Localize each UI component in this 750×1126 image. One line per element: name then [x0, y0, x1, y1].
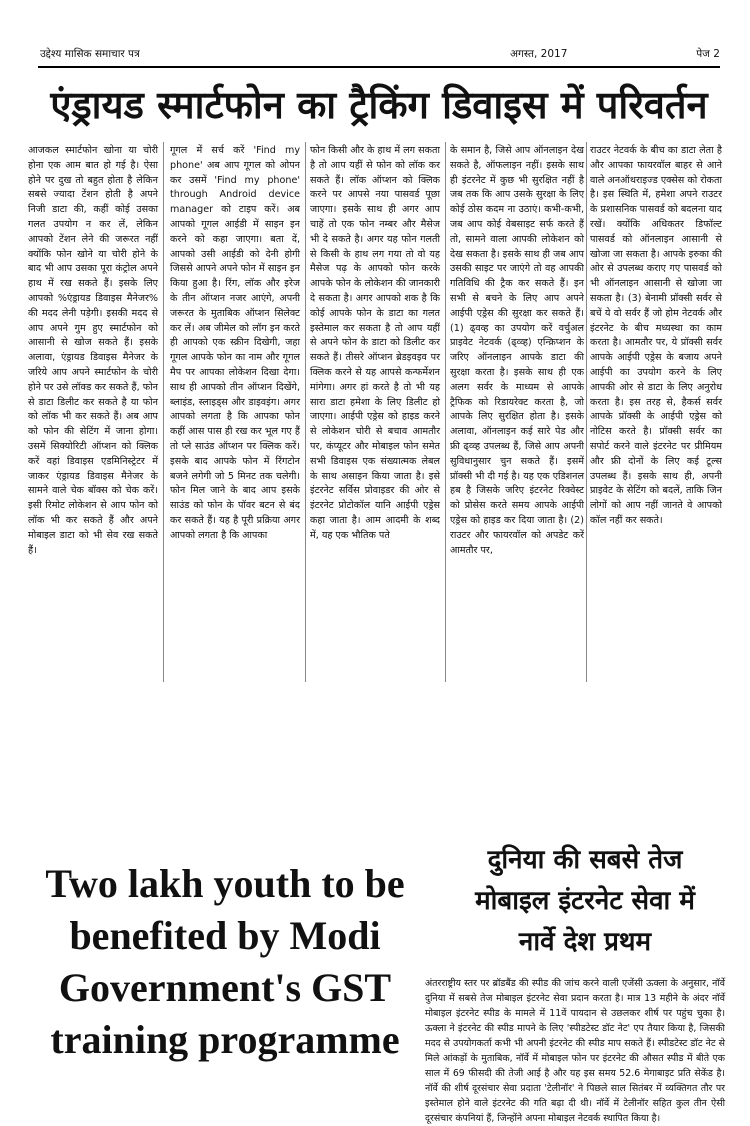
story1-column-2: [170, 144, 300, 672]
story1-column-3-text: फोन किसी और के हाथ में लग सकता है तो आप यहीं से फोन को लॉक कर सकते हैं। लॉक ऑप्शन को क्लिक करने पर आपसे नया पासवर्ड पूछा जाएगा। इसके साथ ही अगर आप चाहें तो एक फोन नम्बर और मैसेज भी दे सकते है। अगर यह फोन गलती से किसी के हाथ लग गया तो वो यह मैसेज पढ़ के आपको फोन करके आपके फोन के लोकेशन की जानकारी दे सकता है। अगर आपको शक है कि कोई आपके फोन के डाटा का गलत इस्तेमाल कर सकता है तो आप यहीं से अपने फोन के डाटा को डिलीट कर सकते हैं। तीसरे ऑप्शन ब्रेडइवइव पर क्लिक करने से यह आपसे कन्फर्मेशन मांगेगा। अगर हां करते है तो भी यह सारा डाटा हमेशा के लिए डिलीट हो जाएगा। आईपी एड्रेस को हाइड करने से लोकेशन चोरी से बचाव आमतौर पर, कंप्यूटर और मोबाइल फोन समेत सभी डिवाइस एक संख्यात्मक लेबल के साथ असाइन किया जाता है। इसे इंटरनेट सर्विस प्रोवाइडर की ओर से इंटरनेट प्रोटोकॉल यानि आईपी एड्रेस कहा जाता है। आम आदमी के शब्द में, यह एक भौतिक पते: [310, 145, 440, 541]
page-number: पेज 2: [696, 48, 720, 60]
story3-headline-line-3: नार्वे देश प्रथम: [518, 927, 652, 957]
story3-headline: [440, 840, 730, 963]
publication-name: उद्देश्य मासिक समाचार पत्र: [40, 48, 140, 60]
issue-date: अगस्त, 2017: [510, 48, 568, 60]
column-divider: [305, 142, 306, 682]
story1-column-1: [28, 144, 158, 672]
column-divider: [163, 142, 164, 682]
story1-column-5: [590, 144, 722, 672]
story2-headline: Two lakh youth to be benefited by Modi Government's GST training programme: [45, 861, 405, 1062]
story1-column-4-text: के समान है, जिसे आप ऑनलाइन देख सकते है, ऑफलाइन नहीं। इसके साथ ही इंटरनेट में कुछ भी सुरक्षित नहीं है जब तक कि आप उसके सुरक्षा के लिए कोई ठोस कदम ना उठाएं। कभी-कभी, जब आप कोई वेबसाइट सर्फ करते हैं तो, सामने वाला आपकी लोकेशन को देख सकता है। इसके साथ ही जब आप उसकी साइट पर जाएंगे तो वह आपकी गतिविधि की ट्रैक कर सकते हैं। इन सभी से बचने के लिए आप अपने आईपी एड्रेस की सुरक्षा कर सकते हैं। (1) ढ्वव्ह का उपयोग करें वर्चुअल प्राइवेट नेटवर्क (ढ्व्व्ह) एन्क्रिप्शन के जरिए ऑनलाइन आपके डाटा की सुरक्षा करता है। इसके साथ ही एक अलग सर्वर के माध्यम से आपके ट्रैफिक को रिडायरेक्ट करता है, जो आपके लिए सुरक्षित होता है। इसके अलावा, ऑनलाइन कई सारे पेड और फ्री ढ्व्व्ह उपलब्ध हैं, जिसे आप अपनी सुविधानुसार चुन सकते हैं। इसमें प्रॉक्सी भी दी गई है। यह एक एडिशनल हब है जिसके जरिए इंटरनेट रिक्वेस्ट को प्रोसेस करते समय आपके आईपी एड्रेस को हाइड कर दिया जाता है। (2) राउटर और फायरवॉल को अपडेट करें आमतौर पर,: [450, 145, 584, 556]
story1-column-2-text: गूगल में सर्च करें 'Find my phone' अब आप गूगल को ओपन कर उसमें 'Find my phone' through Android device manager को टाइप करें। अब आपको गूगल आईडी में साइन इन करने को कहा जाएगा। बता दें, आपको उसी आईडी को देनी होगी जिससे आपने अपने फोन में साइन इन किया हुआ है। रिंग, लॉक और इरेज के तीन ऑप्शन नजर आएंगे, अपनी जरूरत के मुताबिक ऑप्शन सिलेक्ट कर लें। अब जीमेल को लॉग इन करते ही आपको एक स्क्रीन दिखेगी, जहा गूगल आपके फोन का नाम और गूगल मैप पर आपका लोकेशन दिखा देगा। साथ ही आपको तीन ऑप्शन दिखेंगे, ब्लाइंड, स्लाइड्स और डाइवइंग। अगर आपको लगता है कि आपका फोन कहीं आस पास ही रख कर भूल गए हैं तो प्ले साउंड ऑप्शन पर क्लिक करें। इसके बाद आपके फोन में रिंगटोन बजने लगेगी जो 5 मिनट तक चलेगी। फोन मिल जाने के बाद आप इसके साउंड को फोन के पॉवर बटन से बंद कर सकते हैं। यह है पूरी प्रक्रिया अगर आपको लगता है कि आपका: [170, 145, 300, 541]
column-divider: [445, 142, 446, 682]
story1-column-3: [310, 144, 440, 672]
masthead: [38, 44, 720, 68]
story3-body-text: अंतरराष्ट्रीय स्तर पर ब्रॉडबैंड की स्पीड की जांच करने वाली एजेंसी ऊक्ला के अनुसार, नॉर्वे दुनिया में सबसे तेज मोबाइल इंटरनेट सेवा प्रदान करता है। मात्र 13 महीने के अंदर नॉर्वे मोबाइल इंटरनेट स्पीड के मामले में 11वें पायदान से उछलकर शीर्ष पर पहुंच चुका है। ऊक्ला ने इंटरनेट की स्पीड मापने के लिए 'स्पीडटेस्ट डॉट नेट' एप तैयार किया है, जिसकी मदद से उपयोगकर्ता कभी भी अपनी इंटरनेट की स्पीड माप सकते हैं। स्पीडटेस्ट डॉट नेट से मिले आंकड़ों के मुताबिक, नॉर्वे में मोबाइल फोन पर इंटरनेट की औसत स्पीड में बीते एक साल में 69 फीसदी की तेजी आई है और यह इस समय 52.6 मेगाबाइट प्रति सेकेंड है। नॉर्वे की शीर्ष दूरसंचार सेवा प्रदाता 'टेलीनॉर' ने पिछले साल सितंबर में व्यक्तिगत तौर पर इस्तेमाल होने वाले इंटरनेट की गति बढ़ा दी थी। नॉर्वे में टेलीनॉर सहित कुल तीन ऐसी दूरसंचार कंपनियां हैं, जिन्होंने अपना मोबाइल नेटवर्क स्थापित किया है।: [425, 978, 725, 1124]
story1-column-4: [450, 144, 584, 672]
column-divider: [586, 142, 587, 682]
story1-headline: एंड्रायड स्मार्टफोन का ट्रैकिंग डिवाइस में परिवर्तन: [50, 83, 708, 127]
story1-column-5-text: राउटर नेटवर्क के बीच का डाटा लेता है और आपका फायरवॉल बाहर से आने वाले अनऑथराइज्ड एक्सेस को रोकता है। इस स्थिति में, हमेशा अपने राउटर के प्रशासनिक पासवर्ड को बदलना याद रखें। क्योंकि अधिकतर डिफॉल्ट पासवर्ड को ऑनलाइन आसानी से खोजा जा सकता है। आपके इरुका की ओर से उपलब्ध कराए गए पासवर्ड को भी ऑनलाइन आसानी से खोजा जा सकता है। (3) बेनामी प्रॉक्सी सर्वर से बचें ये वो सर्वर हैं जो होम नेटवर्क और इंटरनेट के बीच मध्यस्था का काम करता है। आमतौर पर, ये प्रॉक्सी सर्वर आपके आईपी एड्रेस के बजाय अपने आईपी का उपयोग करने के लिए आपकी ओर से डाटा के लिए अनुरोध करता है। इस तरह से, हैकर्स सर्वर आपके प्रॉक्सी के आईपी एड्रेस को नोटिस करते है। प्रॉक्सी सर्वर का सपोर्ट करने वाले इंटरनेट पर प्रीमियम और फ्री दोनों के लिए कई टूल्स उपलब्ध हैं। इसके साथ ही, अपनी प्राइवेट के सेटिंग को बदलें, ताकि जिन लोगों को आप नहीं जानते वे आपको कॉल नहीं कर सकते।: [590, 145, 722, 526]
story3-body: [425, 976, 725, 1124]
story3-headline-line-1: दुनिया की सबसे तेज: [487, 845, 683, 875]
story3-headline-line-2: मोबाइल इंटरनेट सेवा में: [475, 886, 695, 916]
story1-column-1-text: आजकल स्मार्टफोन खोना या चोरी होना एक आम बात हो गई है। ऐसा होने पर दुख तो बहुत होता है लेकिन सबसे ज्यादा टेंशन होती है अपने निजी डाटा की, कहीं कोई उसका गलत उपयोग न कर लें, लेकिन आपको टेंशन लेने की जरूरत नहीं क्योंकि फोन खोने या चोरी होने के बाद भी आप उसका पूरा कंट्रोल अपने हाथ में रख सकते हैं। इसके लिए आपको %एंड्रायड डिवाइस मैनेजर% की मदद लेनी पड़ेगी। इसकी मदद से आप अपने गुम हुए स्मार्टफोन को आसानी से खोज सकते हैं। इसके अलावा, एंड्रायड डिवाइस मैनेजर के जरिये आप अपने स्मार्टफोन के चोरी होने पर उसे लॉक्ड कर सकते हैं, फोन से डाटा डिलीट कर सकते है या फोन को लॉक भी कर सकते हैं। अब आप को फोन की सेटिंग में जाना होगा। उसमें सिक्योरिटी ऑप्शन को क्लिक करें वहां डिवाइस एडमिनिस्ट्रेटर में जाकर एंड्रायड डिवाइस मैनेजर के सामने वाले चेक बॉक्स को चेक करें। इसी रिमोट लोकेशन से आप फोन को लॉक भी कर सकते हैं और अपने मोबाइल डाटा को भी सेव रख सकते हैं।: [28, 145, 158, 556]
